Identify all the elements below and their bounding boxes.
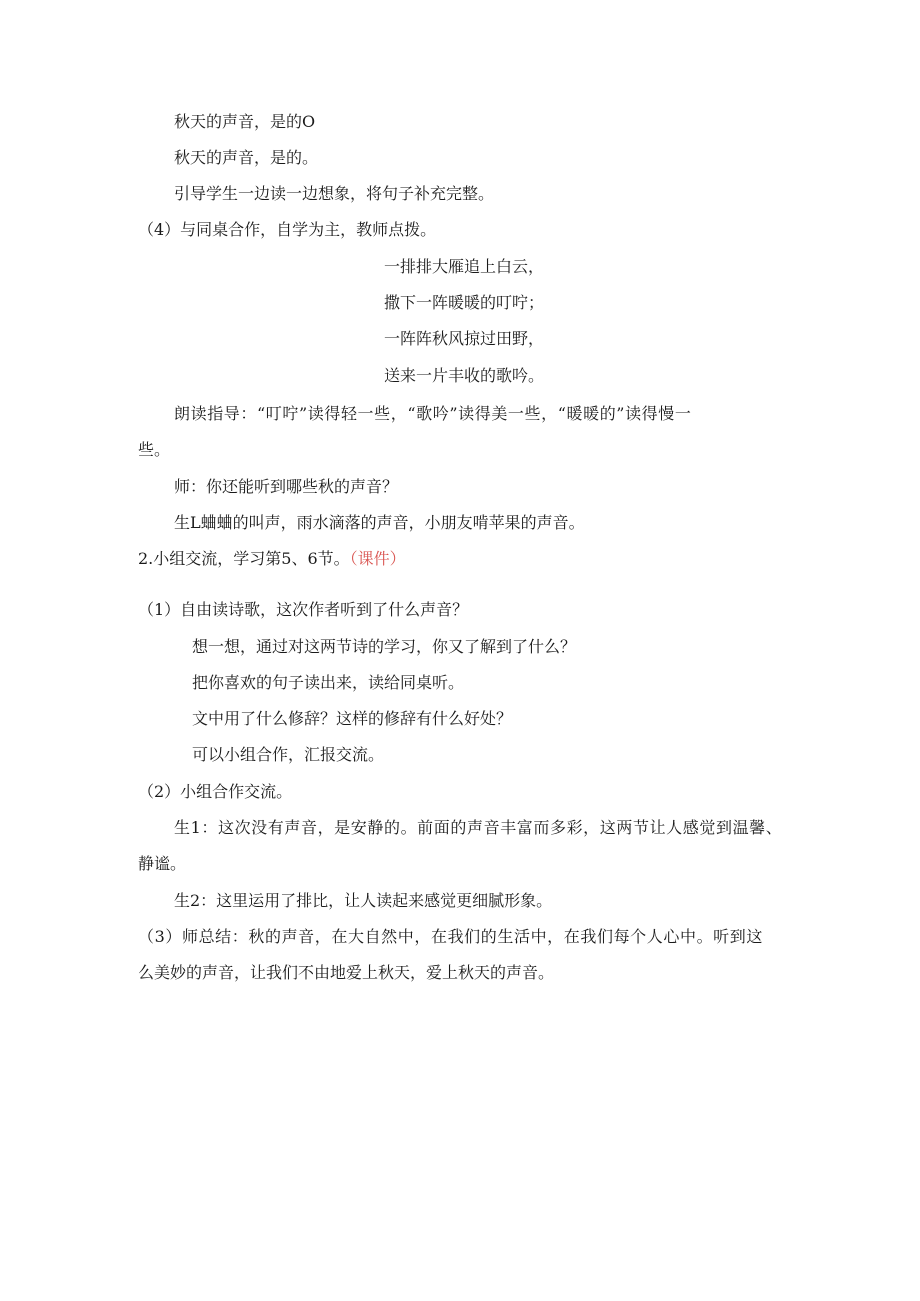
poem-line: 送来一片丰收的歌吟。	[384, 366, 545, 385]
courseware-note: （课件）	[349, 549, 406, 568]
text-line: 师：你还能听到哪些秋的声音？	[174, 477, 399, 496]
text-line: （4）与同桌合作，自学为主，教师点拨。	[138, 220, 437, 239]
text-line: 秋天的声音，是的。	[174, 148, 319, 167]
text-line: 可以小组合作，汇报交流。	[192, 745, 385, 764]
text-line: 么美妙的声音，让我们不由地爱上秋天，爱上秋天的声音。	[138, 963, 555, 982]
poem-line: 一排排大雁追上白云，	[384, 257, 545, 276]
text-line: 些。	[138, 440, 171, 459]
text-line: （1）自由读诗歌，这次作者听到了什么声音？	[138, 600, 469, 619]
text-line: 生1：这次没有声音，是安静的。前面的声音丰富而多彩，这两节让人感觉到温馨、	[174, 818, 783, 837]
section-heading	[138, 549, 406, 569]
heading-text: 2.小组交流，学习第5、6节。	[138, 549, 350, 568]
text-line: （3）师总结：秋的声音，在大自然中，在我们的生活中，在我们每个人心中。听到这	[138, 927, 763, 946]
text-line: 把你喜欢的句子读出来，读给同桌听。	[192, 673, 465, 692]
text-line: 引导学生一边读一边想象，将句子补充完整。	[174, 184, 495, 203]
text-line: 想一想，通过对这两节诗的学习，你又了解到了什么？	[192, 637, 577, 656]
text-line: （2）小组合作交流。	[138, 782, 293, 801]
text-line: 生2：这里运用了排比，让人读起来感觉更细腻形象。	[174, 891, 553, 910]
text-line: 静谧。	[138, 854, 187, 873]
text-line: 秋天的声音，是的O	[174, 112, 316, 131]
text-line: 文中用了什么修辞？这样的修辞有什么好处？	[192, 709, 513, 728]
poem-line: 撒下一阵暖暖的叮咛；	[384, 293, 545, 312]
text-line: 生L蛐蛐的叫声，雨水滴落的声音，小朋友啃苹果的声音。	[174, 513, 585, 532]
text-line: 朗读指导：“叮咛”读得轻一些，“歌吟”读得美一些，“暖暖的”读得慢一	[174, 404, 692, 423]
poem-line: 一阵阵秋风掠过田野，	[384, 329, 545, 348]
